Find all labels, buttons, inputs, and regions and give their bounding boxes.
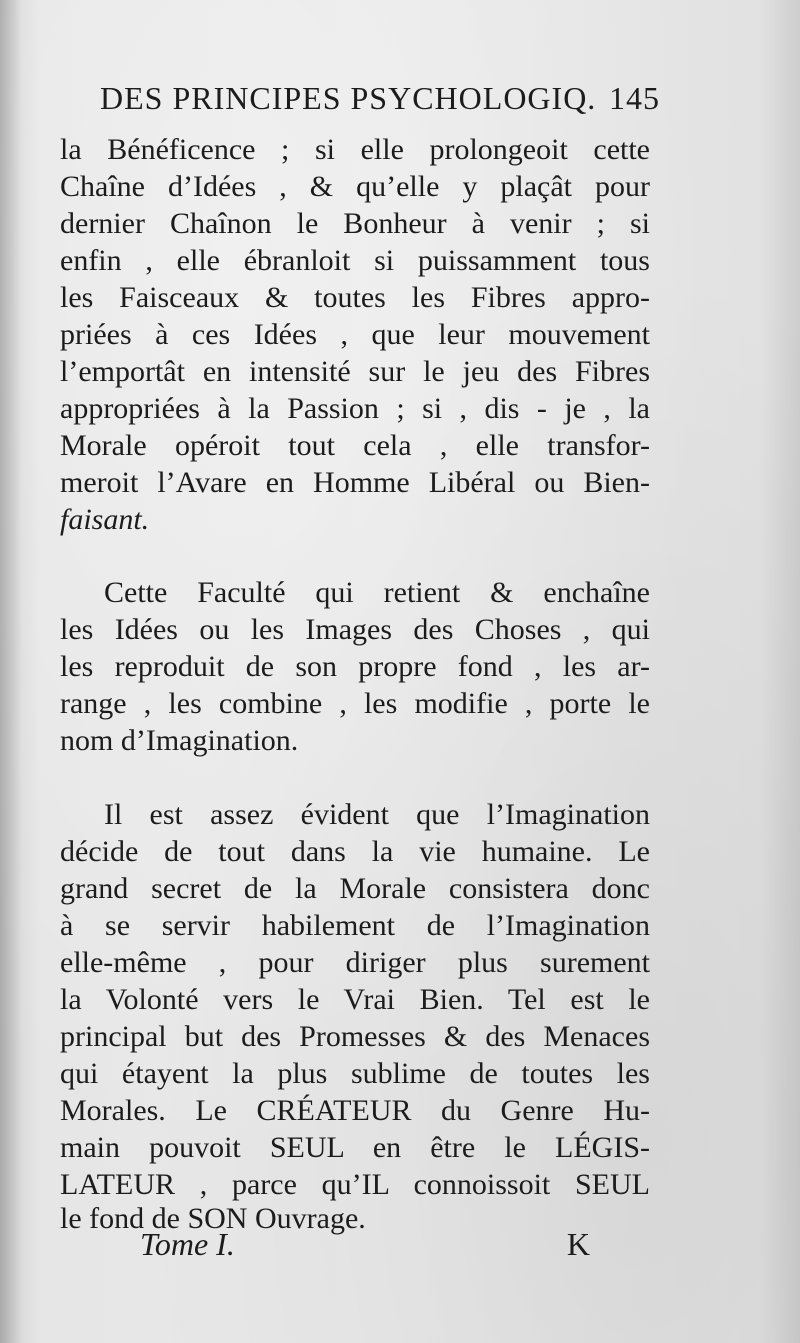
text-line: enfin , elle ébranloit si puissamment tous <box>60 244 650 277</box>
text-line: principal but des Promesses & des Menaces <box>60 1020 650 1053</box>
text-line: range , les combine , les modifie , porte le <box>60 687 650 720</box>
text-line: main pouvoit SEUL en être le LÉGIS- <box>60 1131 650 1164</box>
text-line: les reproduit de son propre fond , les ar- <box>60 650 650 683</box>
text-line: faisant. <box>60 503 150 536</box>
text-line: Il est assez évident que l’Imagination <box>104 798 650 831</box>
text-line: l’emportât en intensité sur le jeu des Fibres <box>60 355 650 388</box>
text-line: Morale opéroit tout cela , elle transfor- <box>60 429 650 462</box>
gutter-shadow <box>0 0 22 1343</box>
text-line: dernier Chaînon le Bonheur à venir ; si <box>60 207 650 240</box>
page-footer <box>140 1226 590 1270</box>
text-line: nom d’Imagination. <box>60 724 299 757</box>
text-line: les Faisceaux & toutes les Fibres appro- <box>60 281 650 314</box>
running-title: DES PRINCIPES PSYCHOLOGIQ. <box>100 80 597 116</box>
text-line: LATEUR , parce qu’IL connoissoit SEUL <box>60 1168 650 1201</box>
text-line: elle-même , pour diriger plus surement <box>60 946 650 979</box>
text-line: Chaîne d’Idées , & qu’elle y plaçât pour <box>60 170 650 203</box>
text-line: Cette Faculté qui retient & enchaîne <box>104 576 650 609</box>
text-line: priées à ces Idées , que leur mouvement <box>60 318 650 351</box>
text-line: le fond de SON Ouvrage. <box>60 1202 366 1235</box>
text-line: la Volonté vers le Vrai Bien. Tel est le <box>60 983 650 1016</box>
page-header <box>100 80 660 124</box>
text-line: Morales. Le CRÉATEUR du Genre Hu- <box>60 1094 650 1127</box>
text-line: appropriées à la Passion ; si , dis - je , la <box>60 392 650 425</box>
text-line: à se servir habilement de l’Imagination <box>60 909 650 942</box>
text-line: grand secret de la Morale consistera donc <box>60 872 650 905</box>
text-line: les Idées ou les Images des Choses , qui <box>60 613 650 646</box>
text-line: meroit l’Avare en Homme Libéral ou Bien- <box>60 466 650 499</box>
text-line: décide de tout dans la vie humaine. Le <box>60 835 650 868</box>
text-line: qui étayent la plus sublime de toutes les <box>60 1057 650 1090</box>
signature-mark: K <box>566 1226 590 1262</box>
volume-label: Tome I. <box>140 1226 235 1262</box>
page-number: 145 <box>609 80 660 116</box>
text-line: la Bénéficence ; si elle prolongeoit cette <box>60 133 650 166</box>
